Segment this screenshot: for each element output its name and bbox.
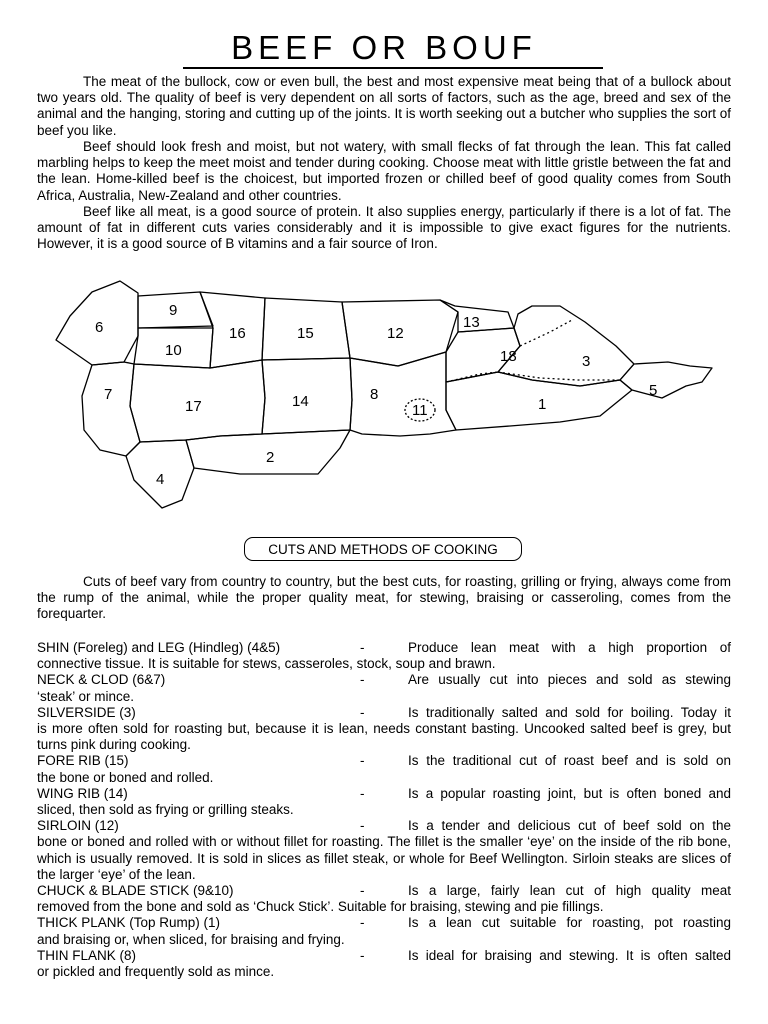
cut-description-start: Are usually cut into pieces and sold as stewing [408,672,731,688]
cut-description-rest: ‘steak’ or mince. [37,688,135,704]
cut-description-start: Produce lean meat with a high proportion of [408,640,731,655]
cut-description-start: Is a tender and delicious cut of beef sold on the [408,818,731,834]
cut-dash: - [360,785,365,801]
cut-label-2: 2 [266,449,275,466]
cut-label-13: 13 [463,314,480,331]
cut-label-8: 8 [370,386,379,403]
cut-name: NECK & CLOD (6&7) [37,672,166,688]
cut-entry [37,753,731,785]
cut-label-12: 12 [387,325,404,342]
cuts-list [37,640,731,980]
cut-entry [37,948,731,980]
cut-entry [37,640,731,672]
cut-name: WING RIB (14) [37,785,128,801]
cut-name: CHUCK & BLADE STICK (9&10) [37,882,234,898]
cut-label-9: 9 [169,302,178,319]
cut-name: SIRLOIN (12) [37,818,119,834]
cut-dash: - [360,882,365,898]
cut-entry [37,786,731,818]
dotted-divider [520,320,572,346]
cut-description-start: Is ideal for braising and stewing. It is often salted [408,947,731,963]
cut-name: SHIN (Foreleg) and LEG (Hindleg) (4&5) [37,640,281,655]
cut-description-rest: bone or boned and rolled with or without fillet for roasting. The fillet is the smaller ‘eye’ on the inside of the rib bone, which is usually removed. It is sold in slices as fillet steak, or whole for Beef Wellington. Sirloin steaks are slices of the larger ‘eye’ of the lean. [37,834,731,882]
cut-description-start: Is traditionally salted and sold for boiling. Today it [408,704,731,720]
cut-description-rest: sliced, then sold as frying or grilling steaks. [37,801,294,817]
cut-description-rest: connective tissue. It is suitable for stews, casseroles, stock, soup and brawn. [37,656,496,672]
cut-entry [37,705,731,754]
cut-description-rest: or pickled and frequently sold as mince. [37,963,275,979]
intro-paragraph-3: Beef like all meat, is a good source of protein. It also supplies energy, particularly if there is a lot of fat. The amount of fat in different cuts varies considerably and it is impossible to give exact figures for the nutrients. However, it is a good source of B vitamins and a fair source of Iron. [37,204,731,252]
cut-name: THIN FLANK (8) [37,947,137,963]
beef-cuts-diagram [0,270,768,530]
cut-label-17: 17 [185,398,202,415]
cut-description-rest: and braising or, when sliced, for braising and frying. [37,931,345,947]
cut-label-14: 14 [292,393,309,410]
cut-description-start: Is the traditional cut of roast beef and is sold on [408,753,731,769]
cut-label-16: 16 [229,325,246,342]
cut-description-start: Is a lean cut suitable for roasting, pot roasting [408,915,731,931]
cut-entry [37,915,731,947]
cut-7-region [82,362,140,456]
cut-label-15: 15 [297,325,314,342]
cut-dash: - [360,672,365,688]
cut-name: FORE RIB (15) [37,753,129,769]
section-heading-box: CUTS AND METHODS OF COOKING [244,537,522,561]
cut-5-region [620,362,712,398]
cuts-intro-paragraph: Cuts of beef vary from country to country, but the best cuts, for roasting, grilling or frying, always come from the rump of the animal, while the proper quality meat, for stewing, braising or casseroling, comes from the forequarter. [37,574,731,622]
title-underline [183,67,603,69]
cut-label-6: 6 [95,319,104,336]
cut-3-region [498,306,634,386]
cut-name: THICK PLANK (Top Rump) (1) [37,915,221,931]
cut-dash: - [360,704,365,720]
cut-entry [37,818,731,883]
cut-label-1: 1 [538,396,547,413]
cut-8-region [350,352,456,436]
cut-description-rest: the bone or boned and rolled. [37,769,214,785]
cut-description-start: Is a popular roasting joint, but is often boned and [408,785,731,801]
cut-description-rest: removed from the bone and sold as ‘Chuck Stick’. Suitable for braising, stewing and pie fillings. [37,899,604,915]
cut-label-4: 4 [156,471,165,488]
cut-description-rest: is more often sold for roasting but, because it is lean, needs constant basting. Uncooked salted beef is grey, but turns pink during cooking. [37,720,731,753]
cut-dash: - [360,915,365,931]
intro-paragraph-2: Beef should look fresh and moist, but not watery, with small flecks of fat through the lean. This fat called marbling helps to keep the meet moist and tender during cooking. Choose meat with little gristle between the fat and the lean. Home-killed beef is the choicest, but imported frozen or chilled beef of good quality comes from South Africa, Australia, New-Zealand and other countries. [37,139,731,203]
cut-name: SILVERSIDE (3) [37,704,136,720]
cut-dash: - [360,818,365,834]
cut-label-7: 7 [104,386,113,403]
cut-label-18: 18 [500,348,517,365]
page-title: BEEF OR BOUF [231,29,537,66]
cut-entry [37,672,731,704]
cut-dash: - [360,640,365,655]
intro-paragraph-1: The meat of the bullock, cow or even bull, the best and most expensive meat being that of a bullock about two years old. The quality of beef is very dependent on all sorts of factors, such as the age, breed and sex of the animal and the hanging, storing and cutting up of the joints. It is worth seeking out a butcher who supplies the sort of beef you like. [37,74,731,138]
cut-label-3: 3 [582,353,591,370]
cut-label-11: 11 [412,402,428,419]
cut-dash: - [360,947,365,963]
cut-dash: - [360,753,365,769]
cut-label-10: 10 [165,342,182,359]
cut-description-start: Is a large, fairly lean cut of high quality meat [408,882,731,898]
cut-label-5: 5 [649,382,658,399]
cut-entry [37,883,731,915]
